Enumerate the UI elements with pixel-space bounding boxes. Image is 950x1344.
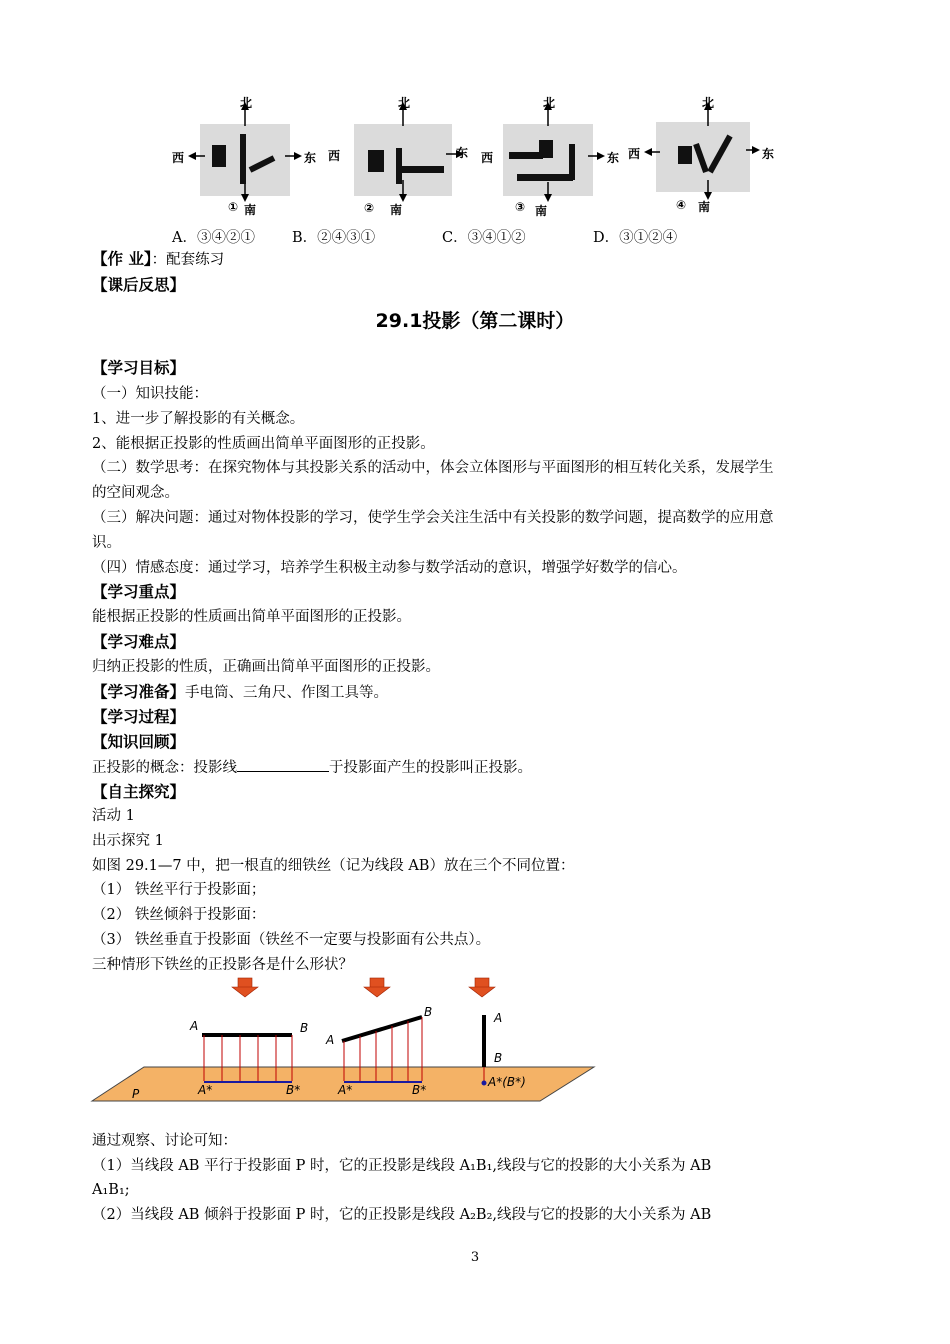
south-label: 南 [244,203,257,217]
explore-question: 三种情形下铁丝的正投影各是什么形状？ [92,957,353,973]
homework-label: 【作 业】 [92,250,152,268]
label-b-2: B [424,1005,433,1019]
goals-heading: 【学习目标】 [92,359,186,377]
east-label: 东 [762,147,775,161]
key-point-text: 能根据正投影的性质画出简单平面图形的正投影。 [92,609,411,625]
west-label: 西 [481,151,494,165]
label-a2: A* [338,1083,353,1097]
label-plane-p: P [132,1087,140,1101]
choice-a: A．③④②① [172,230,255,246]
explore-case1: （1） 铁丝平行于投影面； [92,882,266,898]
label-a-2: A [326,1033,335,1047]
south-label: 南 [698,200,711,214]
north-label: 北 [702,96,715,110]
label-a1: A* [198,1083,213,1097]
east-label: 东 [456,146,469,160]
label-b1: B* [286,1083,301,1097]
conclusion-2-line1: （2）当线段 AB 倾斜于投影面 P 时，它的正投影是线段 A₂B₂,线段与它的投影的大小关系为 AB [92,1207,712,1223]
explore-case2: （2） 铁丝倾斜于投影面： [92,907,266,923]
difficulty-text: 归纳正投影的性质，正确画出简单平面图形的正投影。 [92,659,440,675]
preparation-line [92,682,388,703]
key-point-heading: 【学习重点】 [92,583,186,601]
label-b-3: B [494,1051,503,1065]
preparation-heading: 【学习准备】 [92,683,186,701]
reflection-heading: 【课后反思】 [92,276,186,294]
explore-intro: 如图 29.1—7 中，把一根直的细铁丝（记为线段 AB）放在三个不同位置： [92,858,575,874]
review-text-after: 于投影面产生的投影叫正投影。 [329,760,532,776]
figure-number: ③ [515,200,526,214]
compass-figure-4 [628,96,778,218]
goals-sub1: （一）知识技能： [92,386,208,402]
preparation-text: 手电筒、三角尺、作图工具等。 [185,685,389,701]
compass-figure-1 [170,96,320,218]
explore-show: 出示探究 1 [92,833,164,849]
south-label: 南 [535,204,548,218]
page-title: 29.1投影（第二课时） [375,310,575,332]
label-a-3: A [494,1011,503,1025]
west-label: 西 [628,147,641,161]
process-heading: 【学习过程】 [92,708,186,726]
figure-number: ④ [676,198,687,212]
review-line [92,757,532,778]
answer-blank[interactable] [237,757,329,772]
compass-figure-3 [473,96,623,218]
label-a3b3: A*(B*) [488,1075,526,1089]
review-text-before: 正投影的概念：投影线 [92,760,237,776]
south-label: 南 [390,203,403,217]
goals-sub3-line1: （三）解决问题：通过对物体投影的学习，使学生学会关注生活中有关投影的数学问题，提高数学的应用意 [92,510,774,526]
conclusion-1-line1: （1）当线段 AB 平行于投影面 P 时，它的正投影是线段 A₁B₁,线段与它的投影的大小关系为 AB [92,1158,712,1174]
west-label: 西 [328,149,341,163]
goals-item2: 2、能根据正投影的性质画出简单平面图形的正投影。 [92,436,435,452]
goals-sub4: （四）情感态度：通过学习，培养学生积极主动参与数学活动的意识，增强学好数学的信心。 [92,560,687,576]
choice-b: B．②④③① [292,230,376,246]
goals-item1: 1、进一步了解投影的有关概念。 [92,411,305,427]
projection-figure [88,975,608,1105]
page-number: 3 [470,1250,480,1265]
homework-line [92,249,224,270]
explore-heading: 【自主探究】 [92,783,186,801]
difficulty-heading: 【学习难点】 [92,633,186,651]
review-heading: 【知识回顾】 [92,733,186,751]
label-b2: B* [412,1083,427,1097]
north-label: 北 [240,96,253,110]
figure-number: ② [364,201,375,215]
east-label: 东 [304,151,317,165]
label-b: B [300,1021,309,1035]
goals-sub2-line2: 的空间观念。 [92,485,179,501]
compass-figure-2 [328,96,478,218]
homework-text: ：配套练习 [151,252,225,268]
goals-sub2-line1: （二）数学思考：在探究物体与其投影关系的活动中，体会立体图形与平面图形的相互转化关系，发展学生 [92,460,774,476]
choice-d: D．③①②④ [593,230,678,246]
label-a: A [190,1019,199,1033]
east-label: 东 [607,151,620,165]
north-label: 北 [398,96,411,110]
choice-c: C．③④①② [442,230,526,246]
west-label: 西 [172,151,185,165]
figure-number: ① [228,200,239,214]
explore-activity: 活动 1 [92,808,135,824]
conclusion-1-line2: A₁B₁; [92,1182,130,1198]
conclusion-lead: 通过观察、讨论可知： [92,1133,237,1149]
north-label: 北 [543,96,556,110]
goals-sub3-line2: 识。 [92,535,121,551]
explore-case3: （3） 铁丝垂直于投影面（铁丝不一定要与投影面有公共点）。 [92,932,491,948]
